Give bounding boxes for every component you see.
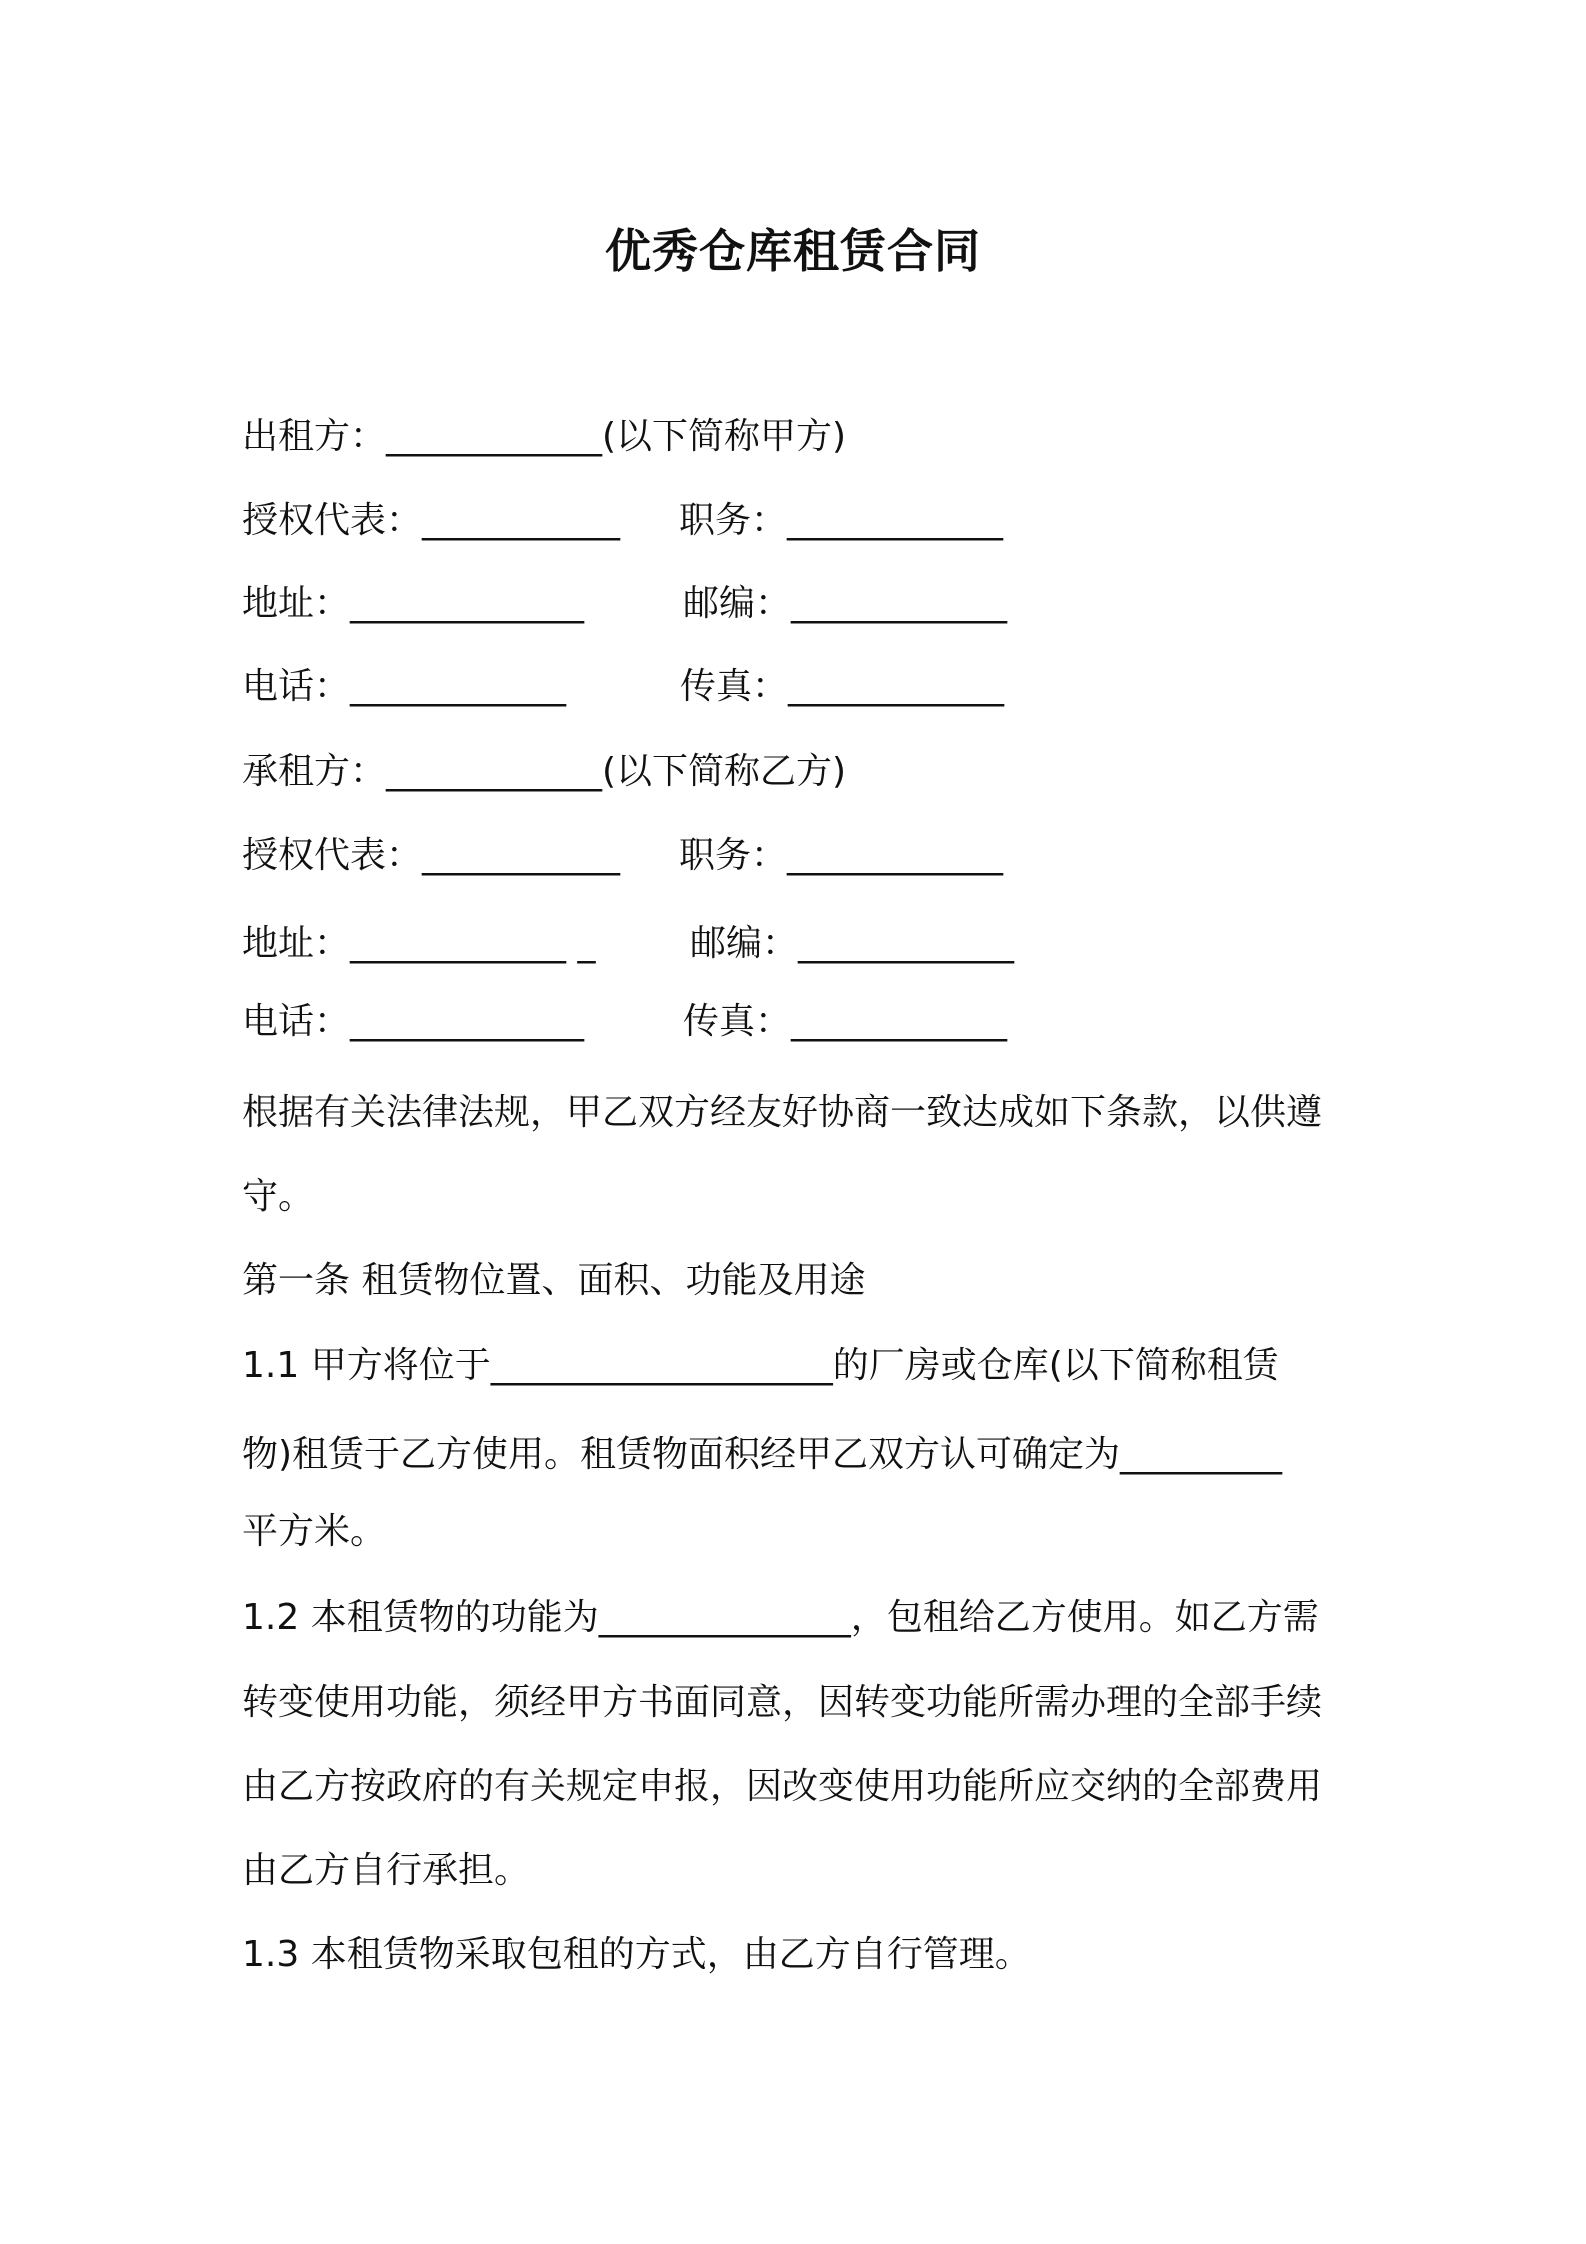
party-b-fax: 传真：____________ — [683, 1001, 1008, 1042]
intro-line-1: 根据有关法律法规，甲乙双方经友好协商一致达成如下条款，以供遵 — [242, 1092, 1323, 1133]
party-b-phone: 电话：_____________ — [242, 1001, 585, 1042]
clause-1-1-line-1: 1.1 甲方将位于___________________的厂房或仓库(以下简称租赁 — [242, 1345, 1279, 1386]
party-a-phone: 电话：____________ — [242, 666, 567, 707]
party-a-rep: 授权代表：___________ — [242, 500, 621, 541]
party-b-postcode: 邮编：____________ — [690, 923, 1015, 964]
clause-1-1-line-3: 平方米。 — [242, 1511, 387, 1552]
party-a-address: 地址：_____________ — [242, 583, 585, 624]
party-b-position: 职务：____________ — [679, 835, 1004, 876]
clause-1-2-line-1: 1.2 本租赁物的功能为______________，包租给乙方使用。如乙方需 — [242, 1597, 1319, 1638]
party-b-name-line: 承租方：____________(以下简称乙方) — [242, 751, 847, 792]
party-b-rep: 授权代表：___________ — [242, 835, 621, 876]
clause-1-2-line-3: 由乙方按政府的有关规定申报，因改变使用功能所应交纳的全部费用 — [242, 1766, 1323, 1807]
party-a-position: 职务：____________ — [679, 500, 1004, 541]
clause-1-1-line-2: 物)租赁于乙方使用。租赁物面积经甲乙双方认可确定为_________ — [242, 1434, 1283, 1475]
clause-1-2-line-4: 由乙方自行承担。 — [242, 1850, 531, 1891]
party-a-postcode: 邮编：____________ — [683, 583, 1008, 624]
party-a-fax: 传真：____________ — [680, 666, 1005, 707]
document-title: 优秀仓库租赁合同 — [605, 224, 981, 278]
clause-1-2-line-2: 转变使用功能，须经甲方书面同意，因转变功能所需办理的全部手续 — [242, 1682, 1323, 1723]
intro-line-2: 守。 — [242, 1176, 315, 1217]
clause-1-3: 1.3 本租赁物采取包租的方式，由乙方自行管理。 — [242, 1934, 1031, 1975]
article-1-heading: 第一条 租赁物位置、面积、功能及用途 — [242, 1260, 866, 1301]
party-b-address: 地址：____________ _ — [242, 923, 596, 964]
party-a-name-line: 出租方：____________(以下简称甲方) — [242, 416, 847, 457]
